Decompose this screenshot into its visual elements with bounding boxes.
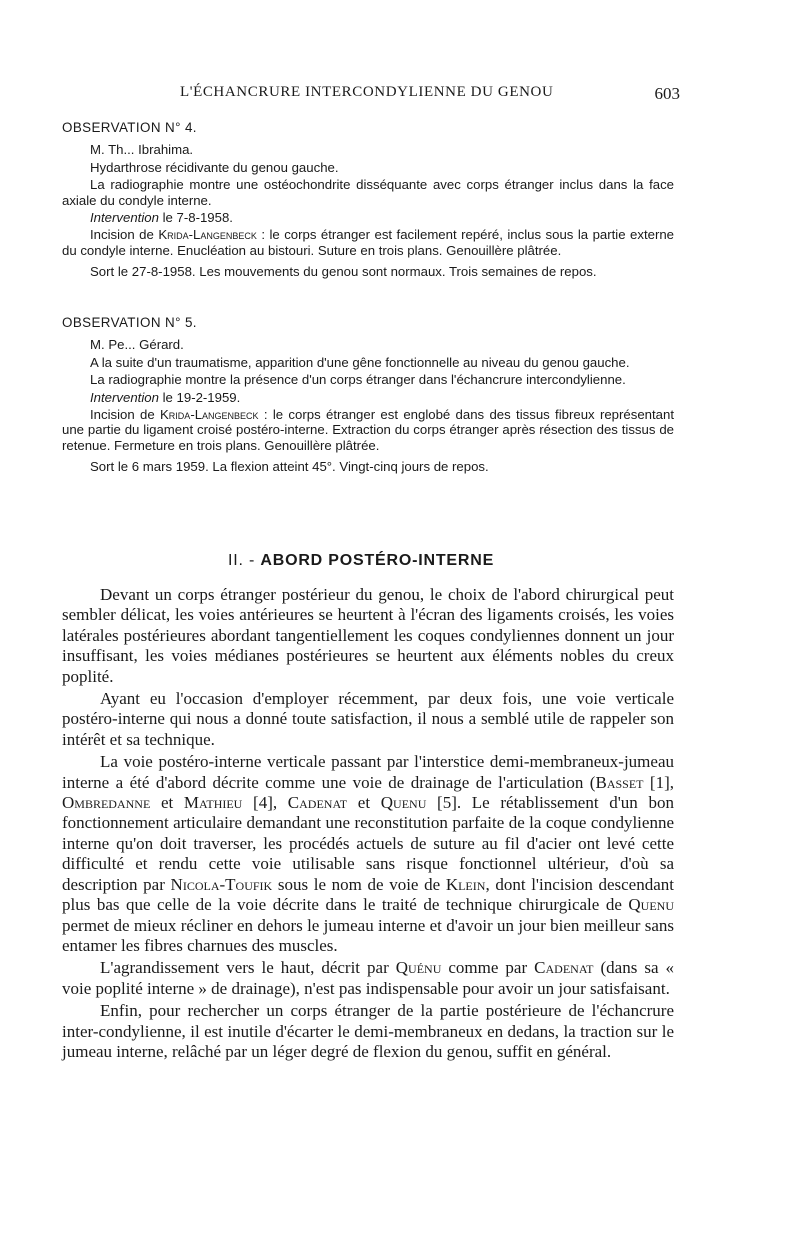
- text-run: sous le nom de voie de: [272, 874, 446, 894]
- intervention-label: Intervention: [90, 389, 159, 405]
- observation-5: [62, 315, 674, 477]
- observation-5-intervention: [62, 390, 674, 405]
- author-name: Basset: [595, 772, 644, 792]
- author-name: Mathieu: [183, 793, 243, 813]
- paragraph-2: Ayant eu l'occasion d'employer récemment, par deux fois, une voie verticale postéro-interne qui nous a donné toute satisfaction, il nous a semblé utile de rappeler son intérêt et sa technique.: [62, 689, 674, 749]
- observation-4-diagnosis: Hydarthrose récidivante du genou gauche.: [90, 159, 339, 175]
- paragraph-1: Devant un corps étranger postérieur du genou, le choix de l'abord chirurgical peut sembler délicat, les voies antérieures se heurtent à l'écran des ligaments croisés, les voies latérales postérieures abordant tangentiellement les coques condyliennes donnent un jour insuffisant, les voies médianes postérieures se heurtent aux éléments nobles du creux poplité.: [62, 585, 674, 686]
- observation-4: [62, 120, 674, 282]
- observation-5-outcome: Sort le 6 mars 1959. La flexion atteint 45°. Vingt-cinq jours de repos.: [90, 459, 489, 475]
- observation-5-heading: OBSERVATION N° 5.: [62, 315, 197, 330]
- text-run: [5]. Le rétablissement d'un bon fonctionnement articulaire demandant une reconstitution parfaite de la coque condylienne interne qu'on doit traverser, les procédés actuels de suture au fil d'acier ont levé cette difficulté et rendu cette voie utilisable sans risque fonctionnel ultérieur, d'où sa description par: [62, 793, 674, 894]
- incision-text: : le corps étranger est facilement repéré, inclus sous la partie externe du condyle interne. Enucléation au bistouri. Suture en trois plans. Genouillère plâtrée.: [62, 227, 675, 258]
- author-name: Cadenat: [534, 958, 594, 978]
- text-run: [1],: [643, 772, 674, 792]
- observation-5-radiography: La radiographie montre la présence d'un corps étranger dans l'échancrure intercondylienne.: [90, 372, 626, 388]
- author-name: Quenu: [628, 895, 674, 915]
- running-title: L'ÉCHANCRURE INTERCONDYLIENNE DU GENOU: [180, 84, 554, 100]
- text-run: et: [347, 793, 381, 813]
- observation-4-radiography: La radiographie montre une ostéochondrite disséquante avec corps étranger inclus dans la face axiale du condyle interne.: [62, 177, 674, 208]
- text-run: La voie postéro-interne verticale passant par l'interstice demi-membraneux-jumeau interne a été d'abord décrite comme une voie de drainage de l'articulation (: [62, 752, 674, 792]
- observation-4-incision: [62, 227, 674, 258]
- page-number: 603: [654, 84, 680, 103]
- intervention-date: le 7-8-1958.: [162, 210, 233, 226]
- paragraph-4: [62, 958, 674, 999]
- text-run: et: [150, 793, 184, 813]
- text-run: comme par: [441, 958, 535, 978]
- section-number: II. -: [228, 552, 256, 569]
- author-name: Quénu: [395, 958, 442, 978]
- author-name: Ombredanne: [62, 793, 151, 813]
- observation-5-patient: M. Pe... Gérard.: [90, 337, 184, 353]
- intervention-label: Intervention: [90, 210, 159, 226]
- section-title: ABORD POSTÉRO-INTERNE: [260, 552, 495, 569]
- author-name: Nicola-Toufik: [170, 874, 273, 894]
- section-heading: [228, 552, 494, 570]
- incision-author: Krida-Langenbeck: [158, 227, 257, 243]
- text-run: L'agrandissement vers le haut, décrit par: [100, 958, 396, 978]
- observation-5-history: A la suite d'un traumatisme, apparition d'une gêne fonctionnelle au niveau du genou gauche.: [90, 354, 630, 370]
- text-run: [4],: [242, 793, 288, 813]
- incision-prefix: Incision de: [90, 227, 154, 243]
- intervention-date: le 19-2-1959.: [162, 389, 241, 405]
- observation-4-intervention: [62, 210, 674, 225]
- incision-author: Krida-Langenbeck: [160, 407, 259, 423]
- text-run: , dont l'incision descendant plus bas que celle de la voie décrite dans le traité de technique chirurgicale de: [62, 874, 674, 915]
- observation-4-outcome: Sort le 27-8-1958. Les mouvements du genou sont normaux. Trois semaines de repos.: [90, 264, 597, 280]
- author-name: Quenu: [380, 793, 427, 813]
- paragraph-3: [62, 752, 674, 956]
- incision-prefix: Incision de: [90, 407, 155, 423]
- text-run: (dans sa « voie poplité interne » de drainage), n'est pas indispensable pour avoir un jour satisfaisant.: [62, 958, 675, 998]
- observation-5-incision: [62, 407, 674, 453]
- author-name: Klein: [445, 874, 486, 894]
- paragraph-5: Enfin, pour rechercher un corps étranger de la partie postérieure de l'échancrure inter-condylienne, il est inutile d'écarter le demi-membraneux en dedans, la traction sur le jumeau interne, relâché par un léger degré de flexion du genou, suffit en général.: [62, 1001, 674, 1061]
- body-text: [62, 585, 674, 1064]
- text-run: permet de mieux récliner en dehors le jumeau interne et d'avoir un jour bien meilleur sans entamer les fibres charnues des muscles.: [62, 915, 674, 955]
- observation-4-heading: OBSERVATION N° 4.: [62, 120, 197, 135]
- author-name: Cadenat: [287, 793, 348, 813]
- incision-text: : le corps étranger est englobé dans des tissus fibreux représentant une partie du ligament croisé postéro-interne. Extraction du corps étranger après résection des tissus de retenue. Fermeture en trois plans. Genouillère plâtrée.: [62, 407, 674, 453]
- observation-4-patient: M. Th... Ibrahima.: [90, 142, 194, 158]
